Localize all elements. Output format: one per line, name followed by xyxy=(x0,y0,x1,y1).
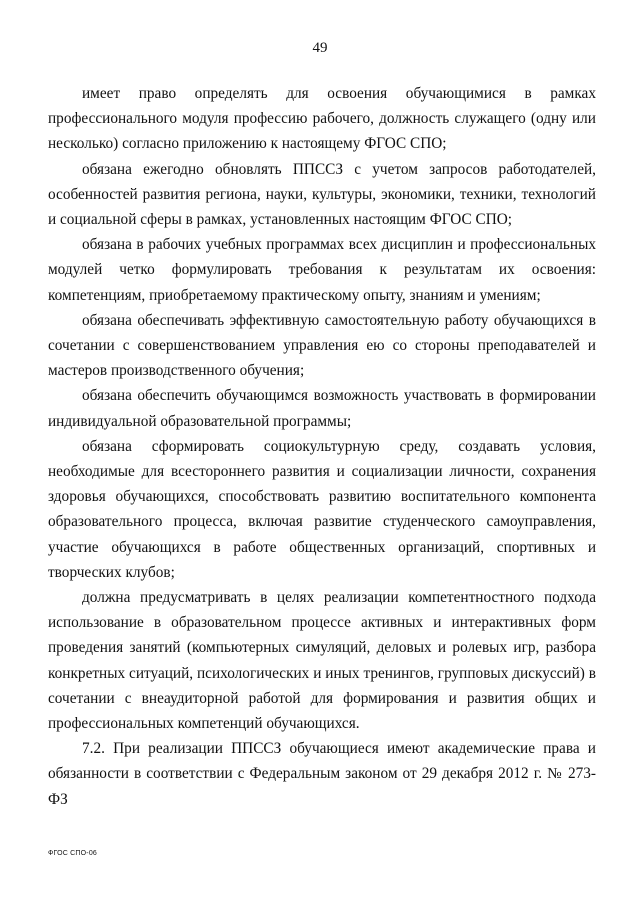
paragraph: имеет право определять для освоения обучающимися в рамках профессионального модуля профессию рабочего, должность служащего (одну или несколько) согласно приложению к настоящему ФГОС СПО; xyxy=(48,85,596,153)
paragraph: обязана обеспечивать эффективную самостоятельную работу обучающихся в сочетании с совершенствованием управления ею со стороны преподавателей и мастеров производственного обучения; xyxy=(48,311,596,380)
paragraph: обязана ежегодно обновлять ППССЗ с учетом запросов работодателей, особенностей развития региона, науки, культуры, экономики, техники, технологий и социальной сферы в рамках, установленных настоящим ФГОС СПО; xyxy=(48,160,596,229)
document-body xyxy=(48,81,596,812)
paragraph: должна предусматривать в целях реализации компетентностного подхода использование в образовательном процессе активных и интерактивных форм проведения занятий (компьютерных симуляций, деловых и ролевых игр, разбора конкретных ситуаций, психологических и иных тренингов, групповых дискуссий) в сочетании с внеаудиторной работой для формирования и развития общих и профессиональных компетенций обучающихся. xyxy=(48,589,596,733)
paragraph: 7.2. При реализации ППССЗ обучающиеся имеют академические права и обязанности в соответствии с Федеральным законом от 29 декабря 2012 г. № 273-ФЗ xyxy=(48,740,596,808)
page-number: 49 xyxy=(312,40,328,56)
paragraph: обязана в рабочих учебных программах всех дисциплин и профессиональных модулей четко формулировать требования к результатам их освоения: компетенциям, приобретаемому практическому опыту, знаниям и умениям; xyxy=(48,236,596,304)
paragraph: обязана сформировать социокультурную среду, создавать условия, необходимые для всестороннего развития и социализации личности, сохранения здоровья обучающихся, способствовать развитию воспитательного компонента образовательного процесса, включая развитие студенческого самоуправления, участие обучающихся в работе общественных организаций, спортивных и творческих клубов; xyxy=(48,437,596,581)
paragraph: обязана обеспечить обучающимся возможность участвовать в формировании индивидуальной образовательной программы; xyxy=(48,387,596,430)
footer-code: ФГОС СПО-06 xyxy=(48,850,98,857)
